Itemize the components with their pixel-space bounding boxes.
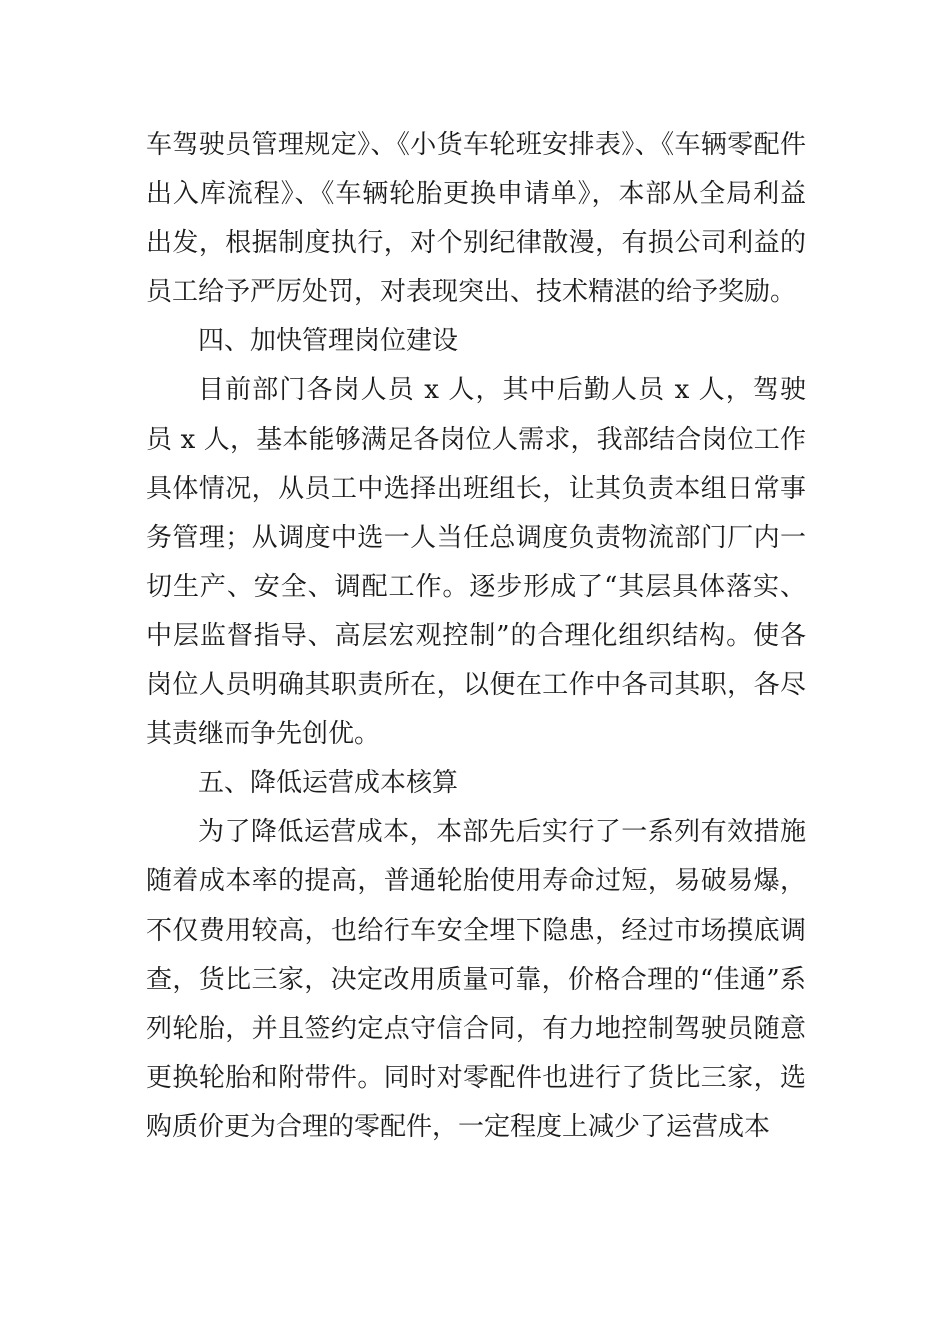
- section-heading-5: 五、降低运营成本核算: [198, 768, 459, 799]
- document-page: [146, 121, 806, 1152]
- paragraph-regulations: 车驾驶员管理规定》、《小货车轮班安排表》、《车辆零配件出入库流程》、《车辆轮胎更换申请单》，本部从全局利益出发，根据制度执行，对个别纪律散漫，有损公司利益的员工给予严厉处罚，对表现突出、技术精湛的给予奖励。: [146, 130, 806, 308]
- section-heading-4: 四、加快管理岗位建设: [198, 326, 459, 357]
- paragraph-staffing: 目前部门各岗人员 x 人，其中后勤人员 x 人，驾驶员 x 人，基本能够满足各岗位人需求，我部结合岗位工作具体情况，从员工中选择出班组长，让其负责本组日常事务管理；从调度中选一人当任总调度负责物流部门厂内一切生产、安全、调配工作。逐步形成了“其层具体落实、中层监督指导、高层宏观控制”的合理化组织结构。使各岗位人员明确其职责所在，以便在工作中各司其职，各尽其责继而争先创优。: [146, 375, 806, 750]
- paragraph-cost-reduction: 为了降低运营成本，本部先后实行了一系列有效措施随着成本率的提高，普通轮胎使用寿命过短，易破易爆，不仅费用较高，也给行车安全埋下隐患，经过市场摸底调查，货比三家，决定改用质量可靠，价格合理的“佳通”系列轮胎，并且签约定点守信合同，有力地控制驾驶员随意更换轮胎和附带件。同时对零配件也进行了货比三家，选购质价更为合理的零配件，一定程度上减少了运营成本: [146, 817, 806, 1142]
